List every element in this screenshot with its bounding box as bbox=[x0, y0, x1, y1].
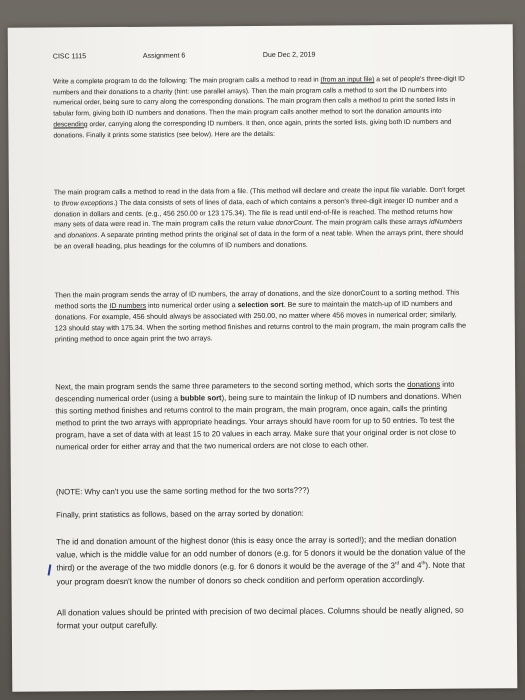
text: order, carrying along the corresponding ID numbers. It then, once again, prints the sorted lists, giving both ID numbers and donations. Finally it prints some statistics (see below). Here are the details: bbox=[53, 118, 452, 139]
pen-mark bbox=[48, 564, 52, 575]
assignment-sheet bbox=[8, 24, 518, 692]
italic-text: throw exceptions bbox=[61, 199, 114, 208]
underlined-text: (from an input file) bbox=[320, 76, 375, 84]
text: into descending numerical order (using a bbox=[55, 379, 455, 404]
italic-text: donorCount bbox=[275, 220, 312, 228]
underlined-text: ID numbers bbox=[109, 301, 147, 311]
text: Then the main program sends the array of ID numbers, the array of donations, and the size donorCount to a sorting method. This method sorts the bbox=[54, 288, 460, 311]
text: . A separate printing method prints the original set of data in the form of a neat table. When the arrays print, there should be an overall heading, plus headings for the columns of ID numbers and donations. bbox=[54, 229, 464, 251]
underlined-text: descending bbox=[53, 121, 88, 129]
text: The id and donation amount of the highest donor (this is easy once the array is sorted!); and the median donation value, which is the middle value for an odd number of donors (e.g. for 5 donors it would be the donation value of the third) or the average of the two middle donors (e.g. for 6 donors it would be the average of the 3 bbox=[56, 534, 466, 573]
text: a set of people's three-digit ID numbers and their donations to a charity (hint: use parallel arrays). Then the main program calls a method to sort the ID numbers into numerical order, being sure to carry along the corresponding donations. The main program then calls a method to print the sorted lists in tabular form, giving both ID numbers and donations. Then the main program calls another method to sort the donation amounts into bbox=[53, 75, 465, 118]
text: The main program calls a method to read in the data from a file. (This method will declare and create the input file variable. Don't forget to bbox=[53, 186, 465, 208]
bold-text: selection sort bbox=[237, 300, 284, 310]
sheet-header bbox=[52, 51, 473, 61]
paragraph-statistics-details bbox=[56, 533, 476, 589]
paragraph-note: (NOTE: Why can't you use the same sorting method for the two sorts???) bbox=[55, 485, 310, 497]
superscript: th bbox=[421, 561, 426, 567]
paragraph-read-data bbox=[54, 186, 466, 254]
paragraph-overview bbox=[53, 75, 465, 142]
text: and bbox=[54, 232, 68, 240]
text: Next, the main program sends the same three parameters to the second sorting method, which sorts the bbox=[55, 379, 408, 392]
paragraph-statistics-intro: Finally, print statistics as follows, based on the array sorted by donation: bbox=[56, 508, 304, 520]
paragraph-formatting: All donation values should be printed with precision of two decimal places. Columns should be neatly aligned, so format your output carefully. bbox=[56, 605, 464, 631]
paragraph-bubble-sort bbox=[55, 379, 471, 453]
italic-text: idNumbers bbox=[429, 218, 463, 227]
superscript: rd bbox=[394, 561, 400, 567]
text: .) The data consists of sets of lines of data, each of which contains a person's three-digit integer ID number and a donation in dollars and cents. (e.g., 456 250.00 or 123 175.34). The file is read until end-of-file is reached. The method returns how many sets of data were read in. The main program calls the return value bbox=[53, 197, 459, 229]
text: Write a complete program to do the following: The main program calls a method to read in bbox=[53, 76, 321, 86]
italic-text: donations bbox=[67, 232, 98, 240]
text: . Be sure to maintain the match-up of ID numbers and donations. For example, 456 should always be associated with 250.00, no matter where 456 moves in numerical order; similarly, 123 should stay with 175.34. When the sorting method finishes and returns control to the main program, the main program calls the printing method to once again print the two arrays. bbox=[54, 299, 467, 344]
text: ). Note that your program doesn't know the number of donors so check condition and perform operation accordingly. bbox=[56, 560, 466, 587]
text: and 4 bbox=[399, 561, 422, 571]
due-date: Due Dec 2, 2019 bbox=[262, 51, 316, 59]
course-code: CISC 1115 bbox=[52, 53, 87, 61]
paragraph-selection-sort bbox=[55, 288, 470, 346]
bold-text: bubble sort bbox=[180, 393, 222, 403]
underlined-text: donations bbox=[407, 379, 441, 389]
assignment-title: Assignment 6 bbox=[142, 52, 186, 60]
text: ), being sure to maintain the linkup of ID numbers and donations. When this sorting method finishes and returns control to the main program, the main program, once again, calls the printing method to print the two arrays with appropriate headings. Your arrays should have room for up to 50 entries. To test the program, have a set of data with at least 15 to 20 values in each array. Make sure that your original order is not close to numerical order for either array and that the two numerical orders are not close to each other. bbox=[55, 391, 462, 451]
text: . The main program calls these arrays bbox=[311, 219, 430, 228]
text: into numerical order using a bbox=[146, 301, 238, 310]
